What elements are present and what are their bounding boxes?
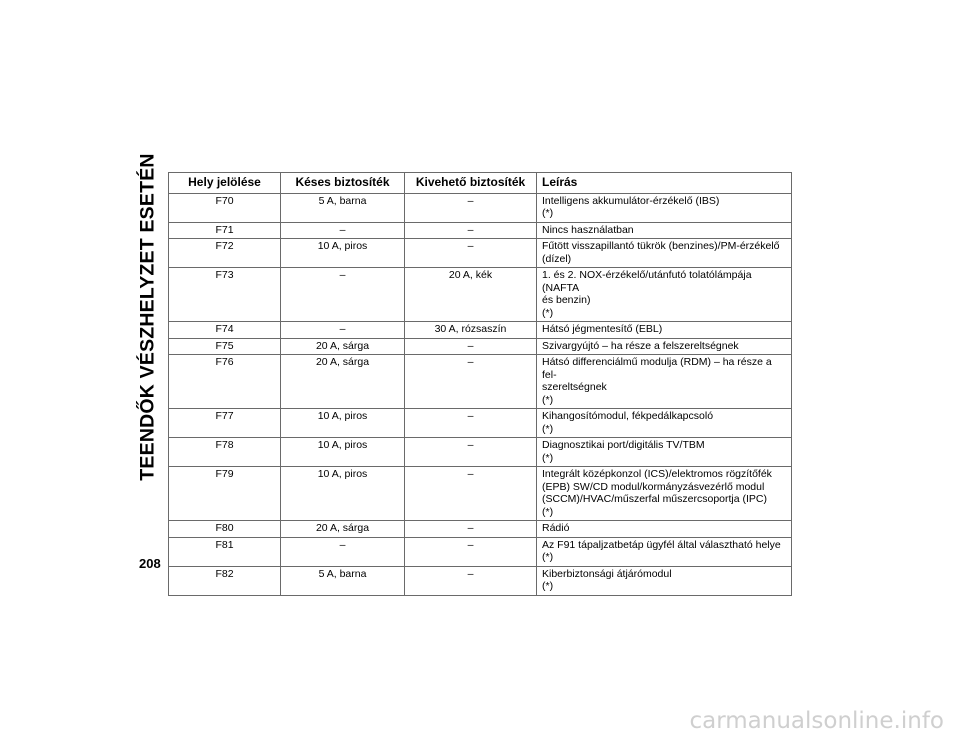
cell-location: F82 bbox=[169, 566, 281, 595]
cell-location: F73 bbox=[169, 268, 281, 322]
cell-blade-fuse: 20 A, sárga bbox=[281, 521, 405, 538]
cell-cartridge-fuse: 20 A, kék bbox=[405, 268, 537, 322]
cell-location: F80 bbox=[169, 521, 281, 538]
cell-blade-fuse: – bbox=[281, 268, 405, 322]
cell-cartridge-fuse: – bbox=[405, 537, 537, 566]
cell-cartridge-fuse: – bbox=[405, 193, 537, 222]
cell-blade-fuse: – bbox=[281, 222, 405, 239]
table-row bbox=[169, 521, 792, 538]
cell-location: F71 bbox=[169, 222, 281, 239]
cell-location: F74 bbox=[169, 322, 281, 339]
table-row bbox=[169, 566, 792, 595]
cell-location: F70 bbox=[169, 193, 281, 222]
fuse-table-body bbox=[169, 193, 792, 595]
table-row bbox=[169, 355, 792, 409]
watermark: carmanualsonline.info bbox=[689, 708, 944, 734]
cell-location: F79 bbox=[169, 467, 281, 521]
cell-blade-fuse: 10 A, piros bbox=[281, 409, 405, 438]
table-row bbox=[169, 193, 792, 222]
cell-blade-fuse: 10 A, piros bbox=[281, 438, 405, 467]
cell-blade-fuse: 20 A, sárga bbox=[281, 338, 405, 355]
table-row bbox=[169, 467, 792, 521]
cell-cartridge-fuse: 30 A, rózsaszín bbox=[405, 322, 537, 339]
cell-cartridge-fuse: – bbox=[405, 438, 537, 467]
cell-cartridge-fuse: – bbox=[405, 467, 537, 521]
header-cartridge-fuse: Kivehető biztosíték bbox=[405, 173, 537, 194]
cell-blade-fuse: 20 A, sárga bbox=[281, 355, 405, 409]
cell-cartridge-fuse: – bbox=[405, 355, 537, 409]
cell-blade-fuse: – bbox=[281, 537, 405, 566]
cell-blade-fuse: 10 A, piros bbox=[281, 239, 405, 268]
cell-cartridge-fuse: – bbox=[405, 239, 537, 268]
cell-description: Nincs használatban bbox=[537, 222, 792, 239]
cell-cartridge-fuse: – bbox=[405, 521, 537, 538]
chapter-title-vertical bbox=[136, 153, 160, 481]
cell-description: Szivargyújtó – ha része a felszereltségnek bbox=[537, 338, 792, 355]
cell-description: Hátsó differenciálmű modulja (RDM) – ha része a fel- szereltségnek (*) bbox=[537, 355, 792, 409]
cell-blade-fuse: 5 A, barna bbox=[281, 566, 405, 595]
cell-location: F81 bbox=[169, 537, 281, 566]
chapter-title-text: TEENDŐK VÉSZHELYZET ESETÉN bbox=[136, 153, 159, 481]
fuse-table bbox=[168, 172, 792, 596]
table-row bbox=[169, 222, 792, 239]
header-description: Leírás bbox=[537, 173, 792, 194]
cell-description: Rádió bbox=[537, 521, 792, 538]
cell-description: Integrált középkonzol (ICS)/elektromos rögzítőfék (EPB) SW/CD modul/kormányzásvezérlő modul (SCCM)/HVAC/műszerfal műszercsoportja (IPC) (*) bbox=[537, 467, 792, 521]
table-row bbox=[169, 438, 792, 467]
table-row bbox=[169, 338, 792, 355]
cell-location: F76 bbox=[169, 355, 281, 409]
cell-description: Hátsó jégmentesítő (EBL) bbox=[537, 322, 792, 339]
cell-location: F72 bbox=[169, 239, 281, 268]
cell-location: F77 bbox=[169, 409, 281, 438]
cell-description: Diagnosztikai port/digitális TV/TBM (*) bbox=[537, 438, 792, 467]
cell-location: F78 bbox=[169, 438, 281, 467]
cell-cartridge-fuse: – bbox=[405, 338, 537, 355]
table-row bbox=[169, 537, 792, 566]
cell-cartridge-fuse: – bbox=[405, 409, 537, 438]
cell-blade-fuse: 5 A, barna bbox=[281, 193, 405, 222]
table-row bbox=[169, 322, 792, 339]
table-row bbox=[169, 409, 792, 438]
page-number: 208 bbox=[139, 556, 161, 571]
cell-blade-fuse: – bbox=[281, 322, 405, 339]
cell-description: Fűtött visszapillantó tükrök (benzines)/PM-érzékelő (dízel) bbox=[537, 239, 792, 268]
cell-description: Intelligens akkumulátor-érzékelő (IBS) (*) bbox=[537, 193, 792, 222]
cell-cartridge-fuse: – bbox=[405, 566, 537, 595]
cell-description: Kiberbiztonsági átjárómodul (*) bbox=[537, 566, 792, 595]
cell-description: Az F91 tápaljzatbetáp ügyfél által választható helye (*) bbox=[537, 537, 792, 566]
table-row bbox=[169, 239, 792, 268]
cell-description: 1. és 2. NOX-érzékelő/utánfutó tolatólámpája (NAFTA és benzin) (*) bbox=[537, 268, 792, 322]
header-location: Hely jelölése bbox=[169, 173, 281, 194]
cell-location: F75 bbox=[169, 338, 281, 355]
table-row bbox=[169, 268, 792, 322]
fuse-table-header-row bbox=[169, 173, 792, 194]
header-blade-fuse: Késes biztosíték bbox=[281, 173, 405, 194]
cell-cartridge-fuse: – bbox=[405, 222, 537, 239]
cell-blade-fuse: 10 A, piros bbox=[281, 467, 405, 521]
cell-description: Kihangosítómodul, fékpedálkapcsoló (*) bbox=[537, 409, 792, 438]
